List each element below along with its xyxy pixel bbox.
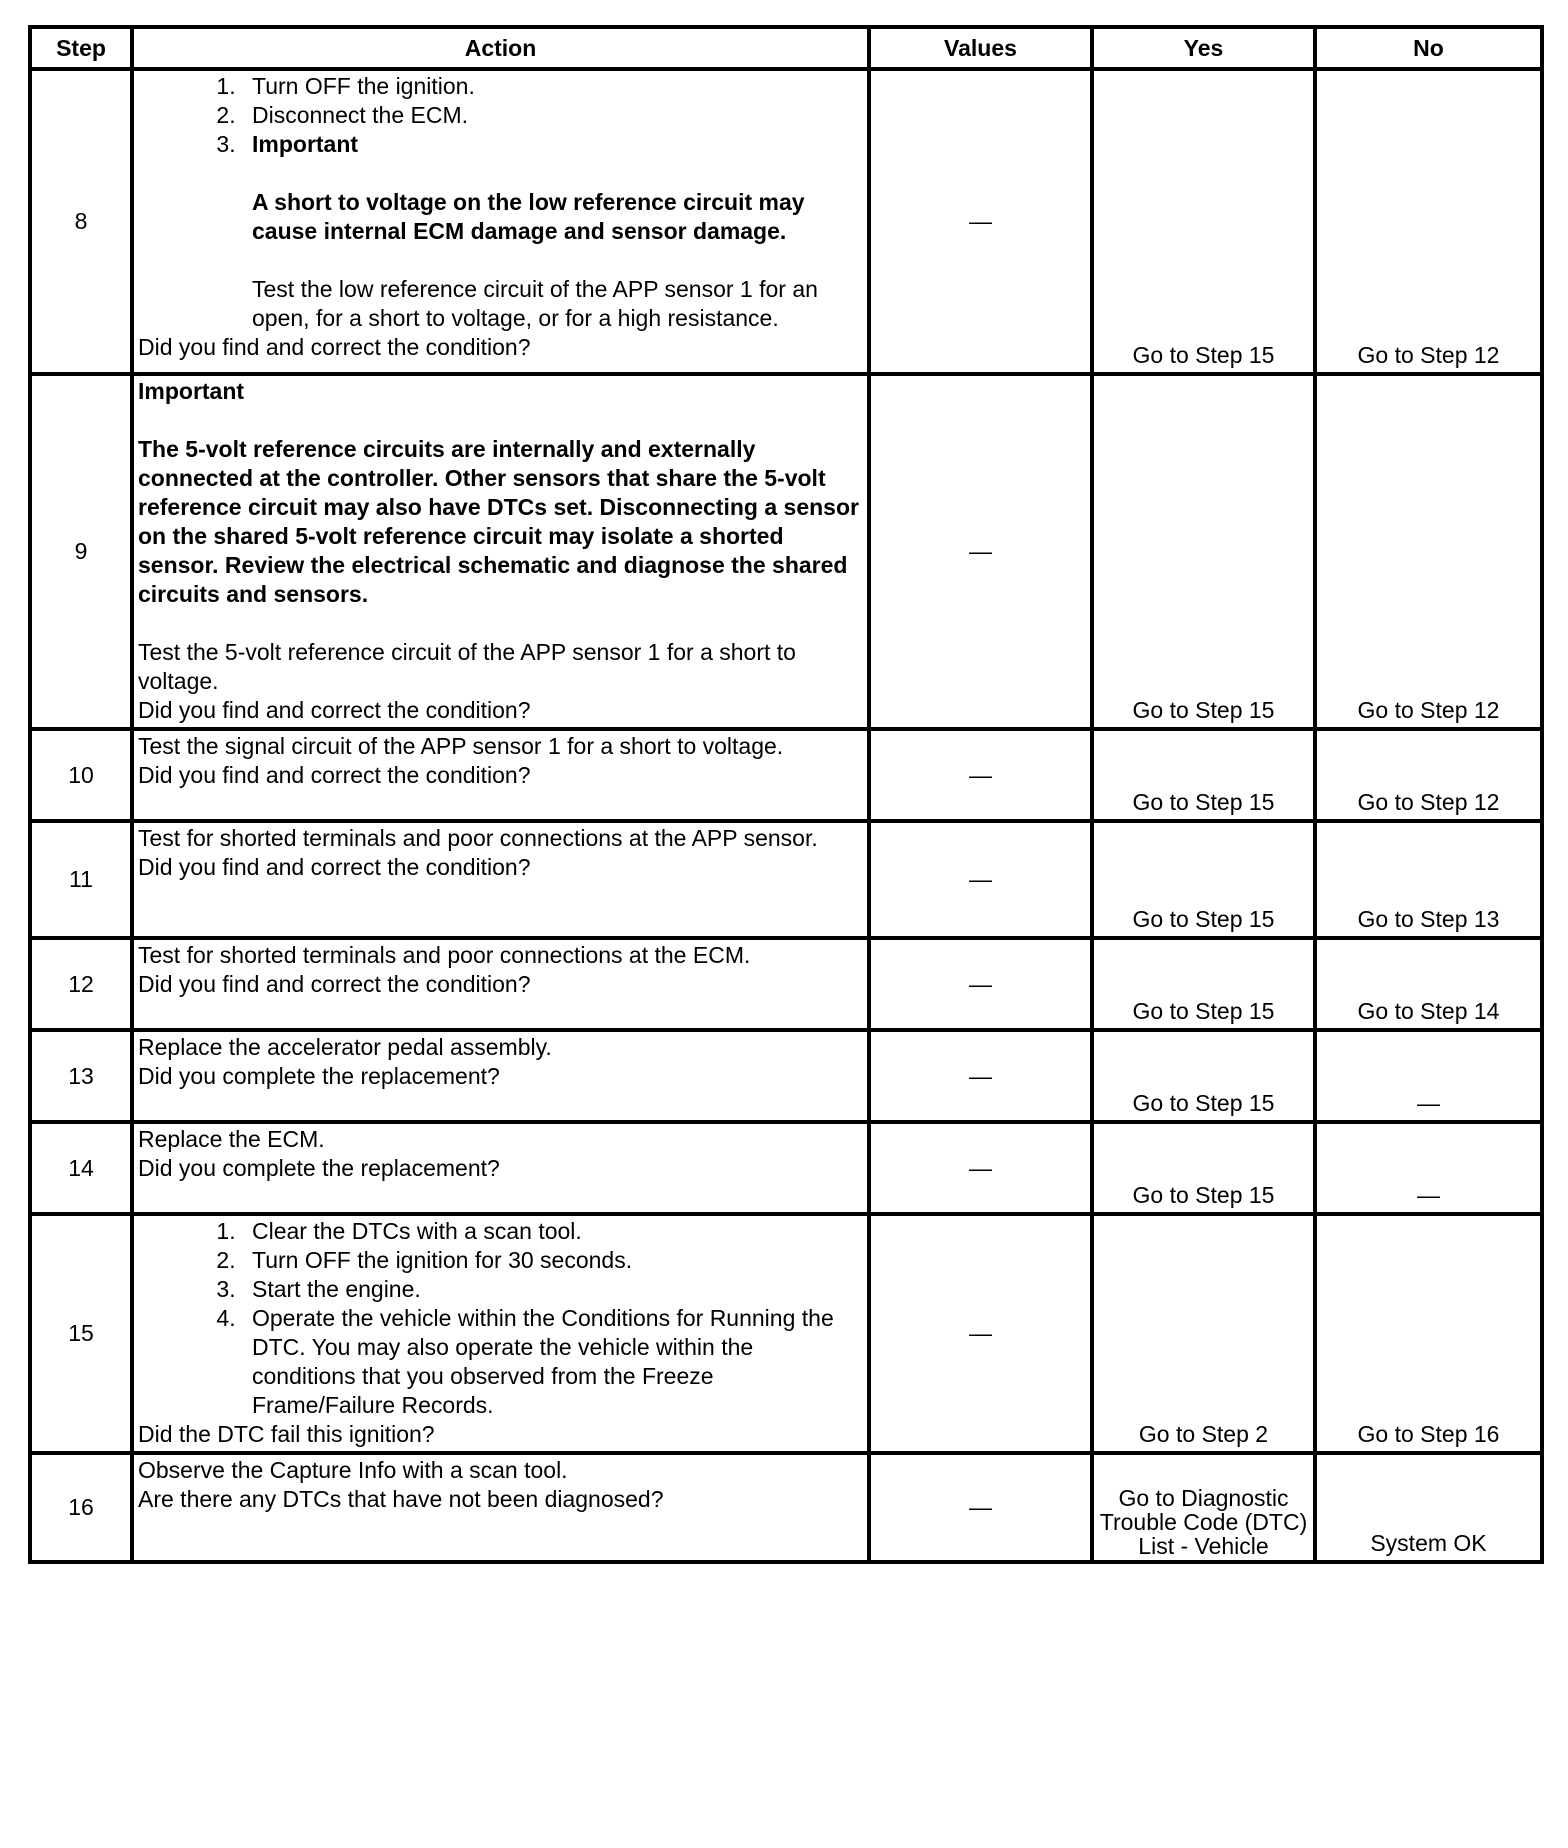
step-number: 16: [30, 1453, 132, 1562]
step-number: 11: [30, 821, 132, 938]
no-cell: Go to Step 13: [1315, 821, 1542, 938]
action-text: Test for shorted terminals and poor connections at the ECM.: [138, 942, 751, 968]
values-cell: —: [869, 1214, 1092, 1453]
action-step: 1. Turn OFF the ignition.: [242, 72, 863, 101]
table-row: [30, 1214, 1542, 1453]
action-step: 2. Disconnect the ECM.: [242, 101, 863, 130]
action-cell: [132, 729, 869, 821]
test-instruction: Test the 5-volt reference circuit of the APP sensor 1 for a short to voltage.: [138, 639, 796, 694]
yes-cell: Go to Step 15: [1092, 938, 1315, 1030]
step-number: 10: [30, 729, 132, 821]
action-cell: [132, 1030, 869, 1122]
action-text: Test for shorted terminals and poor connections at the APP sensor.: [138, 825, 818, 851]
yes-cell: Go to Step 15: [1092, 1122, 1315, 1214]
step-number: 14: [30, 1122, 132, 1214]
yes-cell: Go to Step 15: [1092, 729, 1315, 821]
values-cell: —: [869, 1122, 1092, 1214]
action-text: Observe the Capture Info with a scan tool.: [138, 1457, 568, 1483]
no-cell: System OK: [1315, 1453, 1542, 1562]
action-text: Test the signal circuit of the APP sensor 1 for a short to voltage.: [138, 733, 784, 759]
question-text: Did you find and correct the condition?: [138, 971, 531, 997]
yes-cell: Go to Step 15: [1092, 1030, 1315, 1122]
table-row: [30, 1030, 1542, 1122]
action-cell: [132, 938, 869, 1030]
action-cell: [132, 1453, 869, 1562]
yes-cell: Go to Diagnostic Trouble Code (DTC) List - Vehicle: [1092, 1453, 1315, 1562]
values-cell: —: [869, 729, 1092, 821]
yes-cell: Go to Step 15: [1092, 374, 1315, 729]
values-cell: —: [869, 374, 1092, 729]
table-row: [30, 938, 1542, 1030]
action-cell: [132, 69, 869, 374]
values-cell: —: [869, 821, 1092, 938]
action-step: 3. Start the engine.: [242, 1275, 863, 1304]
step-number: 9: [30, 374, 132, 729]
question-text: Are there any DTCs that have not been diagnosed?: [138, 1486, 664, 1512]
action-text: Replace the accelerator pedal assembly.: [138, 1034, 552, 1060]
question-text: Did you find and correct the condition?: [138, 854, 531, 880]
important-note: A short to voltage on the low reference circuit may cause internal ECM damage and sensor damage.: [252, 189, 805, 244]
question-text: Did you find and correct the condition?: [138, 697, 531, 723]
table-row: [30, 821, 1542, 938]
no-cell: Go to Step 12: [1315, 69, 1542, 374]
yes-cell: Go to Step 15: [1092, 821, 1315, 938]
header-values: Values: [869, 27, 1092, 69]
step-number: 13: [30, 1030, 132, 1122]
action-cell: [132, 374, 869, 729]
header-no: No: [1315, 27, 1542, 69]
action-steps-list: [138, 1217, 863, 1420]
action-cell: [132, 1122, 869, 1214]
values-cell: —: [869, 69, 1092, 374]
important-label: Important: [138, 378, 245, 404]
yes-cell: Go to Step 15: [1092, 69, 1315, 374]
header-action: Action: [132, 27, 869, 69]
action-step: 2. Turn OFF the ignition for 30 seconds.: [242, 1246, 863, 1275]
diagnostic-table: [28, 25, 1544, 1564]
table-row: [30, 729, 1542, 821]
values-cell: —: [869, 1030, 1092, 1122]
action-text: Replace the ECM.: [138, 1126, 325, 1152]
header-step: Step: [30, 27, 132, 69]
action-step: 1. Clear the DTCs with a scan tool.: [242, 1217, 863, 1246]
question-text: Did the DTC fail this ignition?: [138, 1421, 435, 1447]
question-text: Did you complete the replacement?: [138, 1063, 500, 1089]
table-row: [30, 69, 1542, 374]
no-cell: Go to Step 16: [1315, 1214, 1542, 1453]
action-cell: [132, 1214, 869, 1453]
step-number: 15: [30, 1214, 132, 1453]
header-yes: Yes: [1092, 27, 1315, 69]
no-cell: Go to Step 14: [1315, 938, 1542, 1030]
step-number: 12: [30, 938, 132, 1030]
important-label: 3. Important: [242, 130, 863, 159]
action-cell: [132, 821, 869, 938]
table-row: [30, 1122, 1542, 1214]
no-cell: Go to Step 12: [1315, 729, 1542, 821]
question-text: Did you find and correct the condition?: [138, 334, 531, 360]
important-note: The 5-volt reference circuits are internally and externally connected at the controller. Other sensors that share the 5-volt reference circuit may also have DTCs set. Disconnecting a sensor on the shared 5-volt reference circuit may isolate a shorted sensor. Review the electrical schematic and diagnose the shared circuits and sensors.: [138, 436, 859, 607]
yes-cell: Go to Step 2: [1092, 1214, 1315, 1453]
values-cell: —: [869, 938, 1092, 1030]
values-cell: —: [869, 1453, 1092, 1562]
step-number: 8: [30, 69, 132, 374]
action-steps-list: [138, 72, 863, 159]
table-row: [30, 1453, 1542, 1562]
question-text: Did you complete the replacement?: [138, 1155, 500, 1181]
table-row: [30, 374, 1542, 729]
header-row: [30, 27, 1542, 69]
test-instruction: Test the low reference circuit of the APP sensor 1 for an open, for a short to voltage, or for a high resistance.: [252, 276, 818, 331]
no-cell: —: [1315, 1122, 1542, 1214]
question-text: Did you find and correct the condition?: [138, 762, 531, 788]
no-cell: —: [1315, 1030, 1542, 1122]
no-cell: Go to Step 12: [1315, 374, 1542, 729]
action-step: 4. Operate the vehicle within the Conditions for Running the DTC. You may also operate the vehicle within the conditions that you observed from the Freeze Frame/Failure Records.: [242, 1304, 863, 1420]
